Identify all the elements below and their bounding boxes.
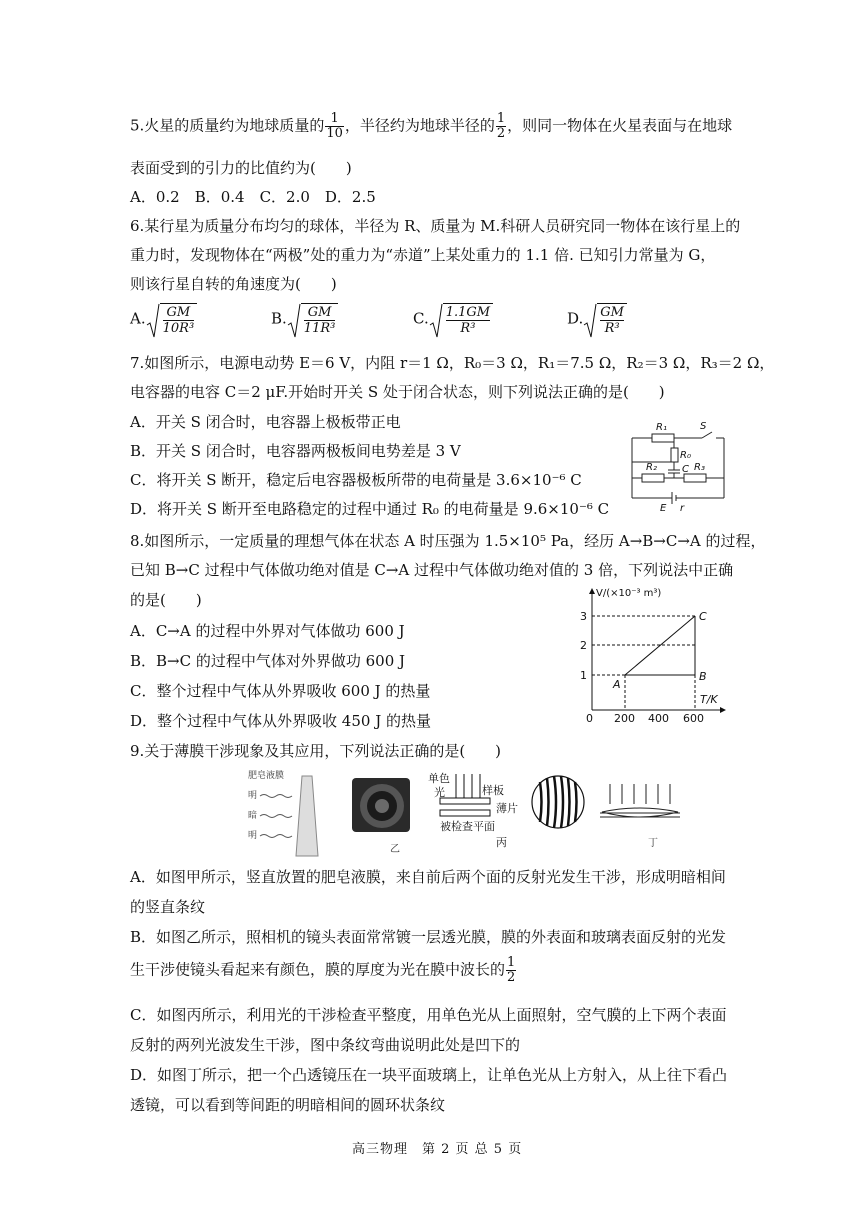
q9-c-line1: C．如图丙所示，利用光的干涉检查平整度，用单色光从上面照射，空气膜的上下两个表面 [130, 1006, 727, 1024]
svg-text:光: 光 [434, 786, 445, 799]
point-b: B [699, 670, 707, 683]
svg-text:明: 明 [248, 791, 258, 801]
q5-line2: 表面受到的引力的比值约为( ) [130, 159, 352, 177]
point-c: C [699, 610, 707, 623]
label-bing: 丙 [496, 836, 507, 849]
x-axis-label: T/K [700, 693, 718, 706]
q5-text-b: ，半径约为地球半径的 [344, 116, 495, 135]
q9-d-line2: 透镜，可以看到等间距的明暗相间的圆环状条纹 [130, 1096, 446, 1114]
q9-a-line2: 的竖直条纹 [130, 898, 206, 916]
q6-option-c: C. $\frac{1.1GM}{\text{R³}}$ [413, 303, 493, 336]
resistor-r1 [652, 434, 674, 442]
q8-line3: 的是( ) [130, 591, 202, 609]
figure-jia [246, 768, 336, 858]
resistor-r3 [684, 474, 706, 482]
q9-line1: 9.关于薄膜干涉现象及其应用，下列说法正确的是( ) [130, 742, 502, 760]
svg-text:单色: 单色 [428, 772, 450, 785]
tick-x400: 400 [648, 712, 669, 725]
q5-options: A．0.2 B．0.4 C．2.0 D．2.5 [130, 188, 376, 206]
page-footer: 高三物理 第 2 页 总 5 页 [352, 1142, 523, 1157]
resistor-r2 [642, 474, 664, 482]
resistor-r0 [671, 448, 678, 462]
q7-line2: 电容器的电容 C＝2 μF.开始时开关 S 处于闭合状态，则下列说法正确的是( ) [130, 383, 665, 401]
q6-option-d: D. $\frac{GM}{\text{R³}}$ [567, 303, 627, 336]
circuit-diagram [612, 418, 732, 513]
vt-graph [580, 585, 730, 725]
label-r0: R₀ [680, 450, 691, 461]
tick-x200: 200 [614, 712, 635, 725]
switch-s [702, 432, 712, 438]
tick-y2: 2 [580, 639, 587, 652]
svg-text:暗: 暗 [248, 811, 258, 821]
tick-y3: 3 [580, 610, 587, 623]
svg-text:薄片: 薄片 [496, 802, 518, 815]
svg-text:肥皂液膜: 肥皂液膜 [248, 771, 285, 781]
q9-d-line1: D．如图丁所示，把一个凸透镜压在一块平面玻璃上，让单色光从上方射入，从上往下看凸 [130, 1066, 728, 1084]
q9-b-fraction: $\frac{1}{2}$ [507, 955, 516, 985]
svg-text:样板: 样板 [482, 784, 504, 797]
y-axis-label: V/(×10⁻³ m³) [596, 588, 662, 599]
q7-option-c: C．将开关 S 断开，稳定后电容器极板所带的电荷量是 3.6×10⁻⁶ C [130, 471, 582, 489]
q8-line1: 8.如图所示，一定质量的理想气体在状态 A 时压强为 1.5×10⁵ Pa，经历 A→B→C→A 的过程， [130, 532, 766, 550]
point-a: A [613, 678, 621, 691]
q6-line3: 则该行星自转的角速度为( ) [130, 275, 337, 293]
svg-text:明: 明 [248, 831, 258, 841]
q6-option-b: B. $\frac{GM}{\text{11R³}}$ [271, 303, 338, 336]
figure-bing [428, 770, 598, 852]
q6-line2: 重力时，发现物体在“两极”处的重力为“赤道”上某处重力的 1.1 倍. 已知引力常量为 G， [130, 246, 716, 264]
label-ding: 丁 [648, 838, 658, 849]
q5-fraction-1: $\frac{1}{10}$ [326, 111, 343, 141]
svg-text:被检查平面: 被检查平面 [440, 820, 495, 833]
tick-x0: 0 [586, 712, 593, 725]
figure-yi [350, 776, 430, 856]
q8-option-d: D．整个过程中气体从外界吸收 450 J 的热量 [130, 712, 431, 730]
label-r2: R₂ [646, 462, 657, 473]
sample-plate [440, 798, 490, 804]
q9-c-line2: 反射的两列光波发生干涉，图中条纹弯曲说明此处是凹下的 [130, 1036, 521, 1054]
q8-option-b: B．B→C 的过程中气体对外界做功 600 J [130, 652, 406, 670]
q7-option-b: B．开关 S 闭合时，电容器两极板间电势差是 3 V [130, 442, 461, 460]
q8-option-a: A．C→A 的过程中外界对气体做功 600 J [130, 622, 405, 640]
q8-option-c: C．整个过程中气体从外界吸收 600 J 的热量 [130, 682, 431, 700]
q7-line1: 7.如图所示，电源电动势 E＝6 V，内阻 r＝1 Ω，R₀＝3 Ω，R₁＝7.5 Ω，R₂＝3 Ω，R₃＝2 Ω， [130, 354, 775, 372]
figure-ding [596, 782, 686, 854]
q9-b-line1: B．如图乙所示，照相机的镜头表面常常镀一层透光膜，膜的外表面和玻璃表面反射的光发 [130, 928, 727, 946]
q8-line2: 已知 B→C 过程中气体做功绝对值是 C→A 过程中气体做功绝对值的 3 倍，下列说法中正确 [130, 561, 734, 579]
q7-option-a: A．开关 S 闭合时，电容器上极板带正电 [130, 413, 401, 431]
label-yi: 乙 [390, 844, 400, 855]
q9-b-line2: 生干涉使镜头看起来有颜色，膜的厚度为光在膜中波长的 $\frac{1}{2}$ [130, 955, 516, 985]
q6-line1: 6.某行星为质量分布均匀的球体，半径为 R、质量为 M.科研人员研究同一物体在该行星上的 [130, 217, 741, 235]
label-r: r [680, 503, 685, 513]
q9-a-line1: A．如图甲所示，竖直放置的肥皂液膜，来自前后两个面的反射光发生干涉，形成明暗相间 [130, 868, 726, 886]
q6-option-a: A. $\frac{GM}{\text{10R³}}$ [130, 303, 197, 336]
fringe-pattern [532, 776, 584, 828]
label-e: E [660, 503, 667, 513]
label-s: S [700, 421, 707, 432]
soap-film [296, 776, 318, 856]
tick-y1: 1 [580, 669, 587, 682]
q5-fraction-2: $\frac{1}{2}$ [496, 111, 506, 141]
q7-option-d: D．将开关 S 断开至电路稳定的过程中通过 R₀ 的电荷量是 9.6×10⁻⁶ C [130, 500, 610, 518]
q5-text-c: ，则同一物体在火星表面与在地球 [507, 116, 733, 135]
test-surface [440, 810, 490, 816]
q5-text-a: 5.火星的质量约为地球质量的 [130, 116, 325, 135]
q5-line1 [130, 112, 732, 141]
label-c: C [682, 464, 689, 475]
label-r1: R₁ [656, 422, 667, 433]
label-r3: R₃ [694, 462, 705, 473]
tick-x600: 600 [683, 712, 704, 725]
